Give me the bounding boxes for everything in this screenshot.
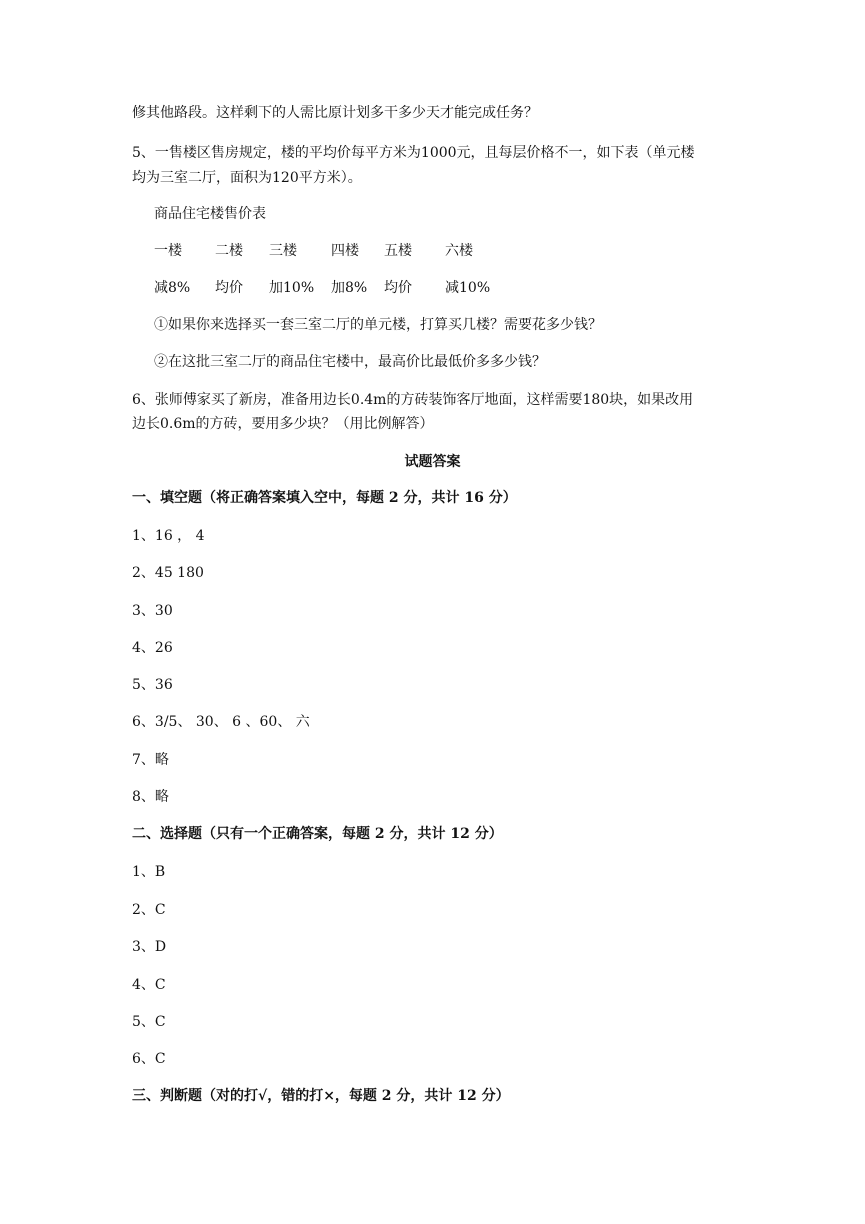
question-5-line-2: 均为三室二厅，面积为120平方米）。 <box>132 170 362 186</box>
question-6-line-1: 6、张师傅家买了新房，准备用边长0.4m的方砖装饰客厅地面，这样需要180块，如果改用 <box>132 392 694 408</box>
price-cell: 均价 <box>215 280 243 296</box>
answer-item: 6、C <box>132 1051 166 1067</box>
section-2-heading: 二、选择题（只有一个正确答案，每题 2 分，共计 12 分） <box>132 826 503 842</box>
answer-item: 4、C <box>132 977 166 993</box>
section-3-heading: 三、判断题（对的打√，错的打×，每题 2 分，共计 12 分） <box>132 1088 510 1104</box>
section-1-heading: 一、填空题（将正确答案填入空中，每题 2 分，共计 16 分） <box>132 490 517 506</box>
price-cell: 减8% <box>154 280 191 296</box>
floor-cell: 六楼 <box>445 243 473 259</box>
question-4-continuation: 修其他路段。这样剩下的人需比原计划多干多少天才能完成任务？ <box>132 105 538 121</box>
answer-item: 2、C <box>132 902 166 918</box>
answer-item: 3、D <box>132 939 167 955</box>
answer-item: 1、B <box>132 864 166 880</box>
question-5-line-1: 5、一售楼区售房规定，楼的平均价每平方米为1000元，且每层价格不一，如下表（单元楼 <box>132 145 695 161</box>
floor-cell: 四楼 <box>331 243 359 259</box>
answer-item: 7、略 <box>132 752 169 768</box>
price-cell: 均价 <box>384 280 412 296</box>
answer-item: 5、C <box>132 1014 166 1030</box>
answer-item: 2、45 180 <box>132 565 204 581</box>
question-6-line-2: 边长0.6m的方砖，要用多少块？（用比例解答） <box>132 416 434 432</box>
answer-item: 1、16 ， 4 <box>132 528 205 544</box>
answers-title: 试题答案 <box>404 454 461 470</box>
answer-item: 8、略 <box>132 789 169 805</box>
price-table-title: 商品住宅楼售价表 <box>154 206 266 222</box>
answer-item: 4、26 <box>132 640 173 656</box>
answer-item: 5、36 <box>132 677 173 693</box>
floor-cell: 三楼 <box>269 243 297 259</box>
answer-item: 6、3/5、 30、 6 、60、 六 <box>132 714 310 730</box>
question-5-sub-2: ②在这批三室二厅的商品住宅楼中，最高价比最低价多多少钱？ <box>154 354 546 370</box>
floor-cell: 一楼 <box>154 243 182 259</box>
floor-cell: 二楼 <box>215 243 243 259</box>
answer-item: 3、30 <box>132 603 173 619</box>
price-cell: 加10% <box>269 280 315 296</box>
price-cell: 减10% <box>445 280 491 296</box>
floor-cell: 五楼 <box>384 243 412 259</box>
question-5-sub-1: ①如果你来选择买一套三室二厅的单元楼，打算买几楼？需要花多少钱？ <box>154 317 602 333</box>
price-cell: 加8% <box>331 280 368 296</box>
